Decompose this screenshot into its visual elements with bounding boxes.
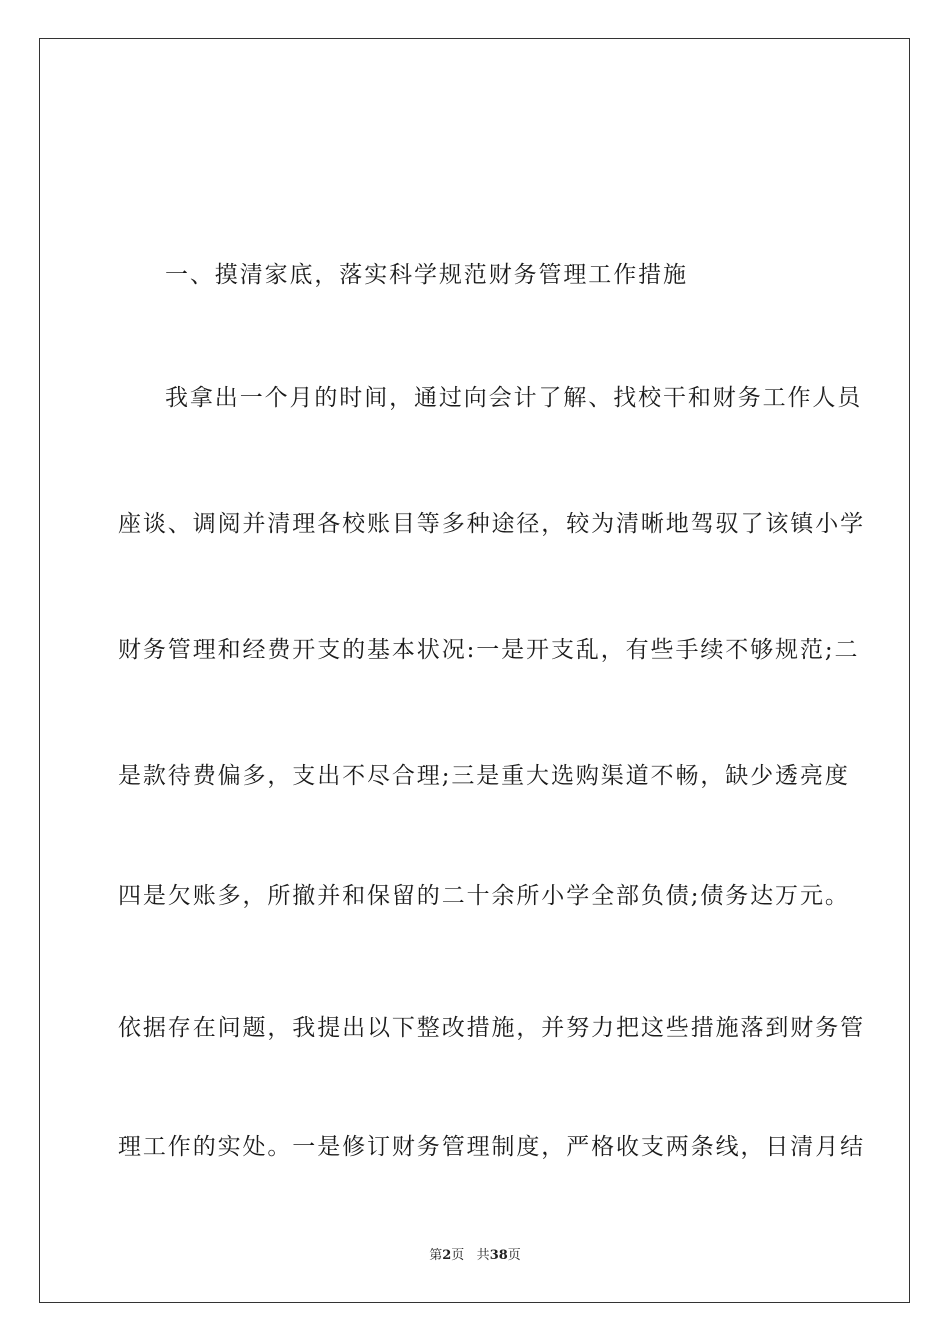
footer-total-suffix: 页 — [507, 1248, 521, 1263]
paragraph-line-7: 理工作的实处。一是修订财务管理制度，严格收支两条线，日清月结 — [118, 1134, 865, 1160]
section-heading: 一、摸清家底，落实科学规范财务管理工作措施 — [165, 262, 688, 288]
paragraph-line-2: 座谈、调阅并清理各校账目等多种途径，较为清晰地驾驭了该镇小学 — [118, 511, 865, 537]
paragraph-line-1: 我拿出一个月的时间，通过向会计了解、找校干和财务工作人员 — [165, 385, 863, 411]
footer-page-suffix: 页 — [451, 1248, 465, 1263]
paragraph-line-5: 四是欠账多，所撤并和保留的二十余所小学全部负债;债务达万元。 — [118, 883, 850, 909]
page-footer — [0, 1247, 950, 1265]
footer-total-prefix: 共 — [476, 1248, 490, 1263]
paragraph-line-3: 财务管理和经费开支的基本状况:一是开支乱，有些手续不够规范;二 — [118, 637, 860, 663]
footer-page-prefix: 第 — [429, 1248, 443, 1263]
paragraph-line-4: 是款待费偏多，支出不尽合理;三是重大选购渠道不畅，缺少透亮度 — [118, 763, 850, 789]
footer-total-pages: 38 — [489, 1248, 508, 1263]
footer-page-number: 2 — [442, 1248, 452, 1263]
page-border — [39, 38, 910, 1303]
paragraph-line-6: 依据存在问题，我提出以下整改措施，并努力把这些措施落到财务管 — [118, 1015, 865, 1041]
